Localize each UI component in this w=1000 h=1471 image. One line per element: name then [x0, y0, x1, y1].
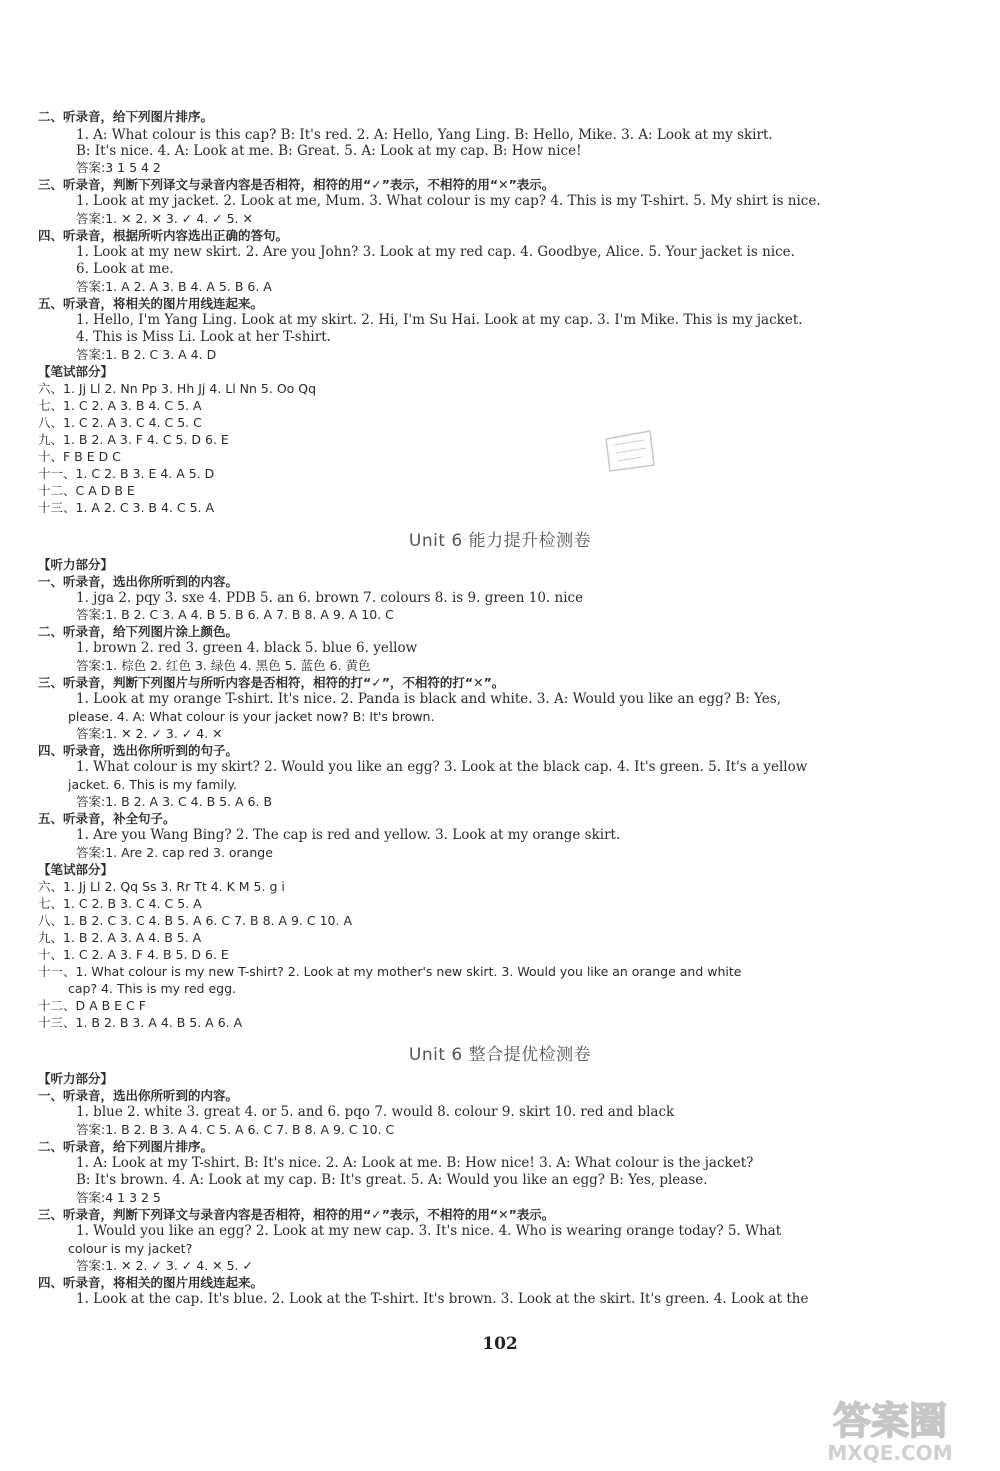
item-line: 1. Hello, I'm Yang Ling. Look at my skirt. 2. Hi, I'm Su Hai. Look at my cap. 3. I'm Mike. This is my jacket.: [76, 312, 803, 328]
watermark-text-top: 答案圈: [832, 1399, 948, 1443]
watermark-text-bottom: MXQE.COM: [827, 1441, 953, 1465]
answer-line: 答案:1. B 2. B 3. A 4. C 5. A 6. C 7. B 8. A 9. C 10. C: [76, 1122, 395, 1137]
section-heading: 二、听录音，给下列图片排序。: [38, 1139, 214, 1154]
answer-line: 七、1. C 2. B 3. C 4. C 5. A: [38, 896, 202, 911]
section-heading: 二、听录音，给下列图片涂上颜色。: [38, 624, 239, 639]
answer-line: 答案:1. B 2. C 3. A 4. B 5. B 6. A 7. B 8. A 9. A 10. C: [76, 607, 394, 622]
answer-line: 十、1. C 2. A 3. F 4. B 5. D 6. E: [38, 947, 229, 962]
section-heading: 三、听录音，判断下列译文与录音内容是否相符，相符的用“✓”表示，不相符的用“✕”表示。: [38, 1207, 555, 1222]
item-line: B: It's brown. 4. A: Look at my cap. B: It's great. 5. A: Would you like an egg? B: Yes, please.: [76, 1172, 708, 1188]
section-heading: 四、听录音，根据所听内容选出正确的答句。: [38, 228, 289, 243]
unit-title: Unit 6 整合提优检测卷: [408, 1045, 592, 1065]
part-heading: 【听力部分】: [38, 1071, 114, 1086]
unit-title: Unit 6 能力提升检测卷: [408, 531, 592, 551]
item-line: 1. jga 2. pqy 3. sxe 4. PDB 5. an 6. brown 7. colours 8. is 9. green 10. nice: [76, 590, 584, 606]
item-line: 1. brown 2. red 3. green 4. black 5. blue 6. yellow: [76, 640, 418, 656]
part-heading: 【听力部分】: [38, 557, 114, 572]
item-line: 1. What colour is my skirt? 2. Would you like an egg? 3. Look at the black cap. 4. It's green. 5. It's a yellow: [76, 759, 808, 775]
item-line: jacket. 6. This is my family.: [68, 777, 238, 792]
section-heading: 一、听录音，选出你所听到的内容。: [38, 574, 239, 589]
section-heading: 四、听录音，将相关的图片用线连起来。: [38, 1275, 264, 1290]
item-line: 6. Look at me.: [76, 261, 174, 277]
section-heading: 四、听录音，选出你所听到的句子。: [38, 743, 239, 758]
section-heading: 五、听录音，将相关的图片用线连起来。: [38, 296, 264, 311]
page-number: 102: [482, 1334, 518, 1354]
section-heading: 二、听录音，给下列图片排序。: [38, 109, 214, 124]
answer-line: 十二、D A B E C F: [38, 998, 146, 1013]
answer-line: 答案:1. A 2. A 3. B 4. A 5. B 6. A: [76, 279, 272, 294]
answer-line: 答案:1. B 2. A 3. C 4. B 5. A 6. B: [76, 794, 273, 809]
answer-line: 答案:1. 棕色 2. 红色 3. 绿色 4. 黑色 5. 蓝色 6. 黄色: [76, 658, 371, 673]
answer-line: 答案:1. ✕ 2. ✓ 3. ✓ 4. ✕: [76, 726, 223, 741]
item-line: 1. A: What colour is this cap? B: It's red. 2. A: Hello, Yang Ling. B: Hello, Mike. 3. A: Look at my skirt.: [76, 127, 773, 143]
section-heading: 三、听录音，判断下列图片与所听内容是否相符，相符的打“✓”，不相符的打“✕”。: [38, 675, 505, 690]
item-line: 1. Look at my orange T-shirt. It's nice. 2. Panda is black and white. 3. A: Would you like an egg? B: Yes,: [76, 691, 782, 707]
answer-line: 答案:1. Are 2. cap red 3. orange: [76, 845, 273, 860]
item-line: 1. Look at my new skirt. 2. Are you John? 3. Look at my red cap. 4. Goodbye, Alice. 5. Your jacket is nice.: [76, 244, 795, 260]
section-heading: 一、听录音，选出你所听到的内容。: [38, 1088, 239, 1103]
answer-line: 八、1. B 2. C 3. C 4. B 5. A 6. C 7. B 8. A 9. C 10. A: [38, 913, 353, 928]
answer-line: 七、1. C 2. A 3. B 4. C 5. A: [38, 398, 202, 413]
item-line: 1. A: Look at my T-shirt. B: It's nice. 2. A: Look at me. B: How nice! 3. A: What colour is the jacket?: [76, 1155, 754, 1171]
answer-line: 十三、1. A 2. C 3. B 4. C 5. A: [38, 500, 215, 515]
answer-line: 答案:1. ✕ 2. ✕ 3. ✓ 4. ✓ 5. ✕: [76, 211, 253, 226]
item-line: 1. Look at the cap. It's blue. 2. Look at the T-shirt. It's brown. 3. Look at the skirt. It's green. 4. Look at the: [76, 1291, 809, 1307]
answer-line: 八、1. C 2. A 3. C 4. C 5. C: [38, 415, 202, 430]
item-line: 1. Look at my jacket. 2. Look at me, Mum. 3. What colour is my cap? 4. This is my T-shirt. 5. My shirt is nice.: [76, 193, 821, 209]
item-line: 4. This is Miss Li. Look at her T-shirt.: [76, 329, 331, 345]
answer-line: 十一、1. What colour is my new T-shirt? 2. Look at my mother's new skirt. 3. Would you like an orange and white: [38, 964, 742, 979]
part-heading: 【笔试部分】: [38, 862, 114, 877]
item-line: 1. Are you Wang Bing? 2. The cap is red and yellow. 3. Look at my orange skirt.: [76, 827, 621, 843]
answer-line: 六、1. Jj Ll 2. Nn Pp 3. Hh Jj 4. Ll Nn 5. Oo Qq: [38, 381, 317, 396]
item-line: colour is my jacket?: [68, 1241, 193, 1256]
answer-line: 答案:1. B 2. C 3. A 4. D: [76, 347, 217, 362]
answer-line: 答案:4 1 3 2 5: [76, 1190, 161, 1205]
answer-line: 十一、1. C 2. B 3. E 4. A 5. D: [38, 466, 215, 481]
stamp-graphic: [600, 425, 658, 477]
answer-line: 九、1. B 2. A 3. F 4. C 5. D 6. E: [38, 432, 229, 447]
item-line: B: It's nice. 4. A: Look at me. B: Great. 5. A: Look at my cap. B: How nice!: [76, 143, 582, 159]
watermark-logo: [790, 1392, 990, 1466]
answer-line: 十二、C A D B E: [38, 483, 135, 498]
section-heading: 三、听录音，判断下列译文与录音内容是否相符，相符的用“✓”表示，不相符的用“✕”表示。: [38, 177, 555, 192]
answer-line: 九、1. B 2. A 3. A 4. B 5. A: [38, 930, 202, 945]
answer-line: cap? 4. This is my red egg.: [68, 981, 236, 996]
answer-line: 十三、1. B 2. B 3. A 4. B 5. A 6. A: [38, 1015, 243, 1030]
answer-line: 答案:1. ✕ 2. ✓ 3. ✓ 4. ✕ 5. ✓: [76, 1258, 253, 1273]
item-line: 1. Would you like an egg? 2. Look at my new cap. 3. It's nice. 4. Who is wearing orange today? 5. What: [76, 1223, 782, 1239]
item-line: please. 4. A: What colour is your jacket now? B: It's brown.: [68, 709, 435, 724]
answer-line: 六、1. Jj Ll 2. Qq Ss 3. Rr Tt 4. K M 5. g i: [38, 879, 285, 894]
part-heading: 【笔试部分】: [38, 364, 114, 379]
item-line: 1. blue 2. white 3. great 4. or 5. and 6. pqo 7. would 8. colour 9. skirt 10. red and black: [76, 1104, 675, 1120]
section-heading: 五、听录音，补全句子。: [38, 811, 176, 826]
answer-line: 答案:3 1 5 4 2: [76, 160, 161, 175]
answer-line: 十、F B E D C: [38, 449, 121, 464]
